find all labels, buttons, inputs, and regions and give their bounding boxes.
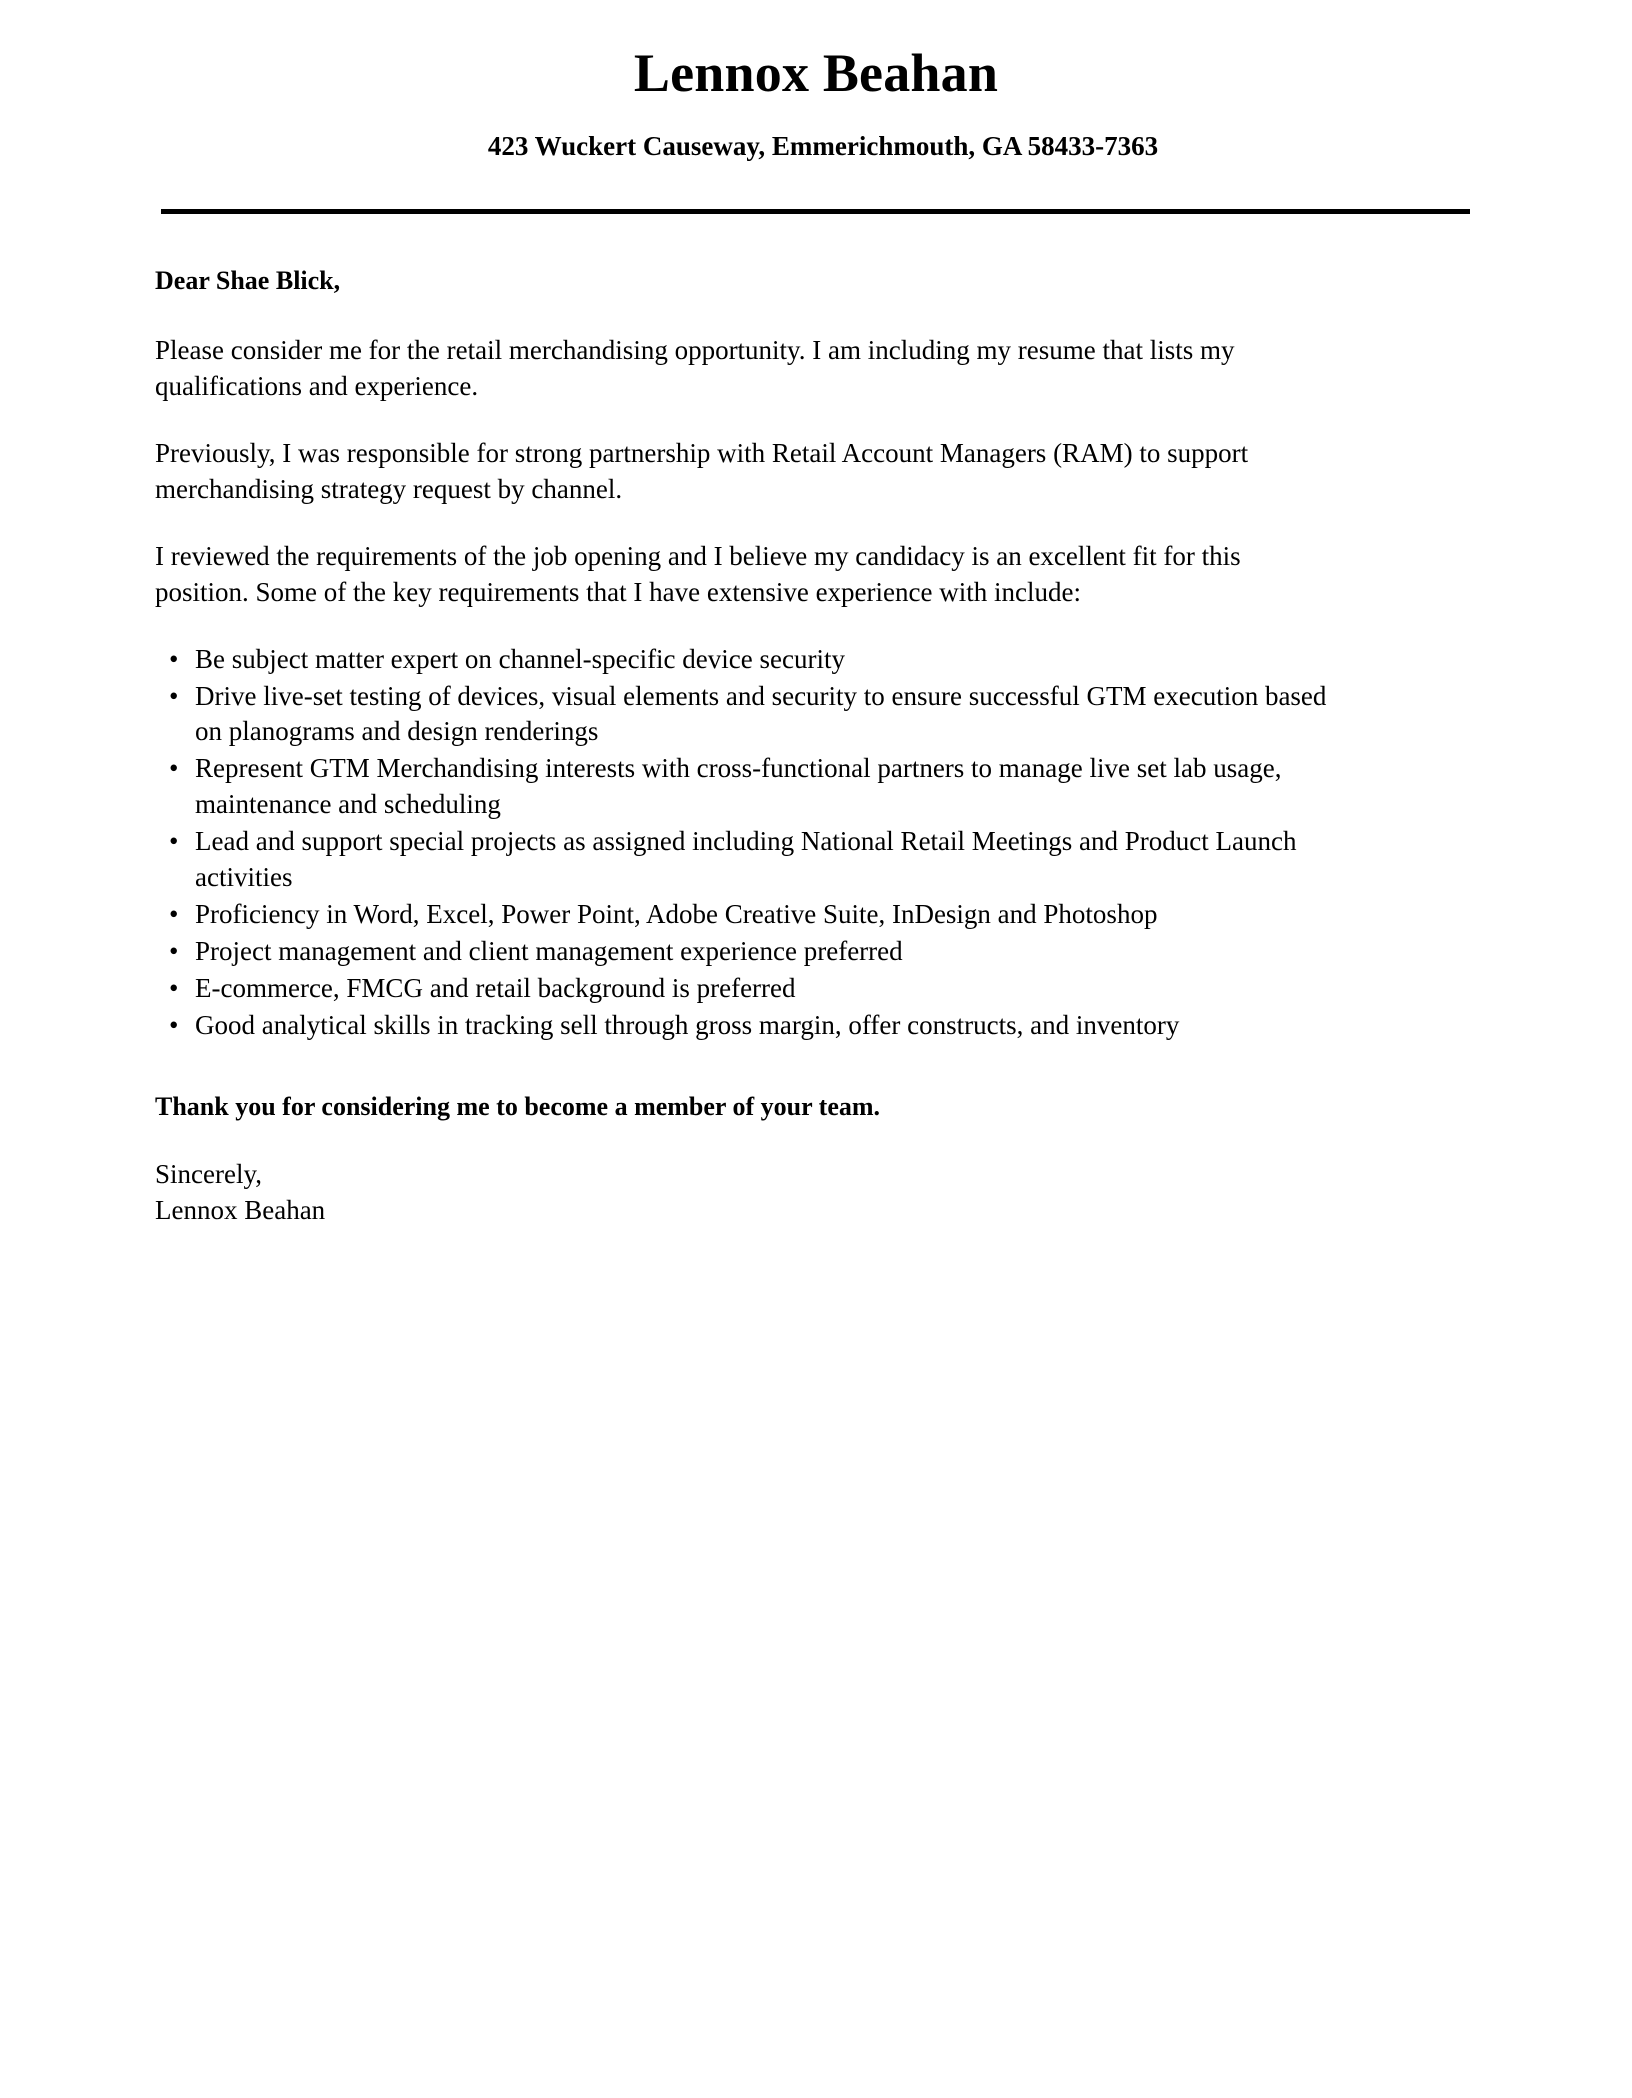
letter-paragraph: Previously, I was responsible for strong partnership with Retail Account Managers (RAM) to support merchandising strategy request by channel.: [155, 438, 1249, 504]
header-divider: [161, 209, 1470, 214]
list-item-label: Be subject matter expert on channel-specific device security: [195, 643, 845, 674]
list-item: [155, 642, 1340, 678]
bullet-icon: •: [169, 935, 179, 966]
list-item: [155, 824, 1340, 896]
list-item-label: Drive live-set testing of devices, visual elements and security to ensure successful GTM execution based on planograms and design renderings: [195, 680, 1327, 747]
bullet-icon: •: [169, 898, 179, 929]
list-item: [155, 751, 1340, 823]
page-title: Lennox Beahan: [633, 43, 999, 103]
letterhead: [0, 0, 1632, 162]
closing-thanks: Thank you for considering me to become a member of your team.: [155, 1091, 881, 1121]
letter-body: [155, 265, 1340, 1229]
list-item-label: Represent GTM Merchandising interests with cross-functional partners to manage live set lab usage, maintenance and scheduling: [195, 753, 1282, 820]
list-item: [155, 934, 1340, 970]
bullet-icon: •: [169, 972, 179, 1003]
list-item: [155, 1008, 1340, 1044]
bullet-icon: •: [169, 1009, 179, 1040]
bullet-icon: •: [169, 643, 179, 674]
letter-paragraph: Please consider me for the retail merchandising opportunity. I am including my resume that lists my qualifications and experience.: [155, 335, 1235, 402]
list-item-label: Good analytical skills in tracking sell through gross margin, offer constructs, and inventory: [195, 1009, 1180, 1040]
list-item-label: E-commerce, FMCG and retail background is preferred: [195, 972, 796, 1003]
signoff: Sincerely,: [155, 1159, 262, 1190]
bullet-icon: •: [169, 826, 179, 857]
list-item: [155, 897, 1340, 933]
list-item: [155, 679, 1340, 751]
list-item-label: Proficiency in Word, Excel, Power Point, Adobe Creative Suite, InDesign and Photoshop: [195, 898, 1158, 929]
bullet-icon: •: [169, 753, 179, 784]
list-item: [155, 971, 1340, 1007]
letter-paragraph: I reviewed the requirements of the job opening and I believe my candidacy is an excellent fit for this position. Some of the key requirements that I have extensive experience with include:: [155, 540, 1241, 607]
salutation: Dear Shae Blick,: [155, 266, 341, 295]
list-item-label: Lead and support special projects as assigned including National Retail Meetings and Product Launch activities: [195, 826, 1297, 893]
requirements-list: [155, 642, 1340, 1044]
list-item-label: Project management and client management experience preferred: [195, 935, 903, 966]
bullet-icon: •: [169, 680, 179, 711]
applicant-address: 423 Wuckert Causeway, Emmerichmouth, GA 58433-7363: [487, 131, 1159, 162]
signoff-name: Lennox Beahan: [155, 1195, 326, 1225]
